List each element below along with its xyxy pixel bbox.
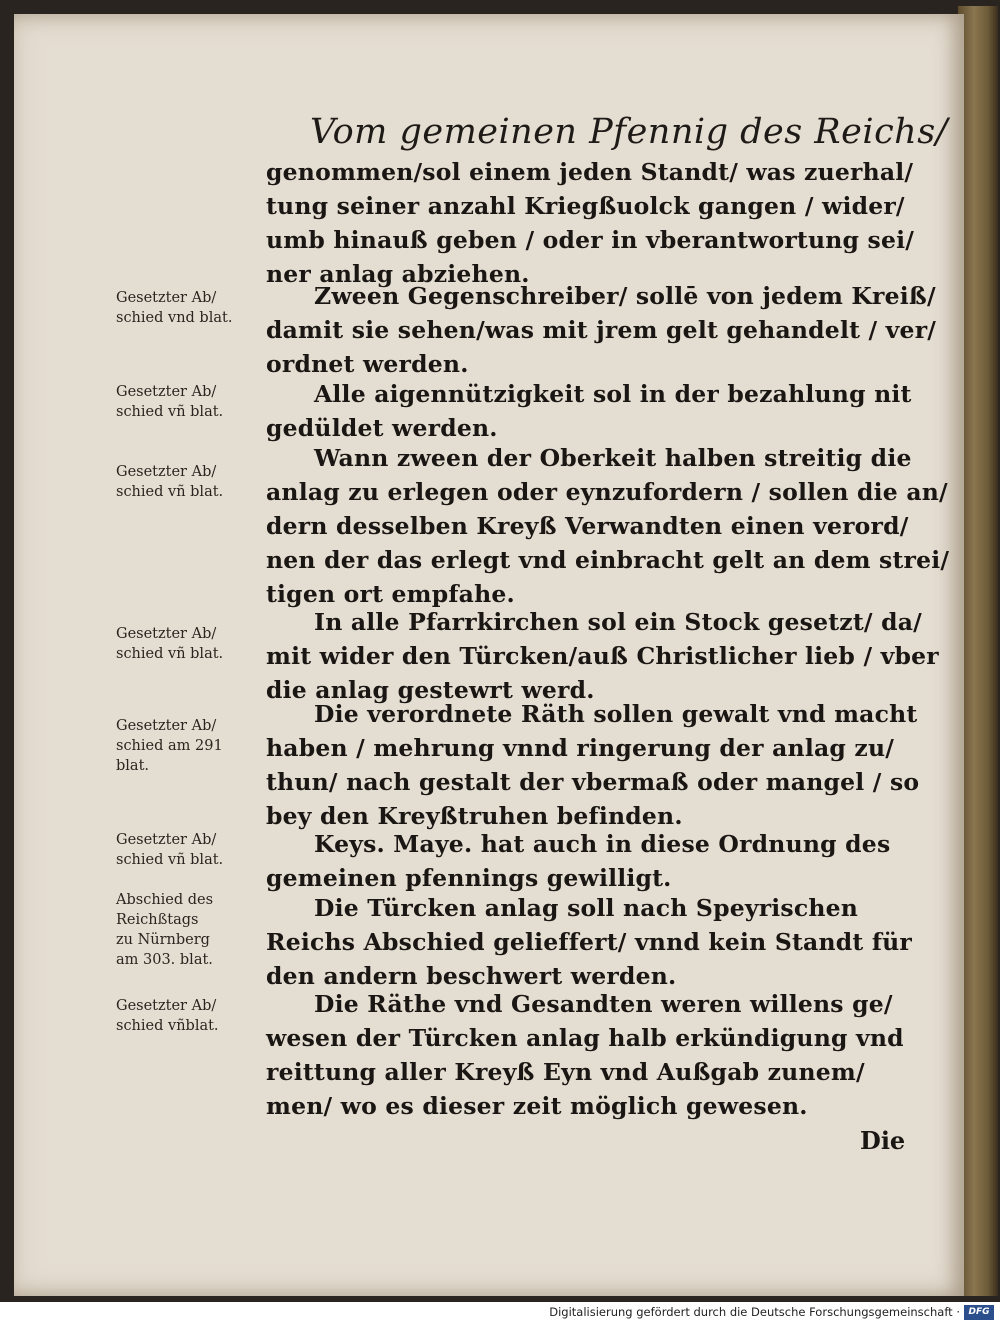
text-line: reittung aller Kreyß Eyn vnd Außgab zunem/ xyxy=(266,1058,865,1086)
funding-notice: Digitalisierung gefördert durch die Deutsche Forschungsgemeinschaft · xyxy=(549,1305,960,1319)
margin-note xyxy=(116,624,256,664)
margin-note-line: am 303. blat. xyxy=(116,952,213,968)
margin-note-line: Reichßtags xyxy=(116,912,199,928)
margin-note-line: schied am 291 xyxy=(116,738,223,754)
margin-note xyxy=(116,996,256,1036)
margin-note-line: zu Nürnberg xyxy=(116,932,210,948)
margin-note-line: schied vñ blat. xyxy=(116,484,224,500)
text-line: Zween Gegenschreiber/ sollē von jedem Kreiß/ xyxy=(314,282,936,310)
text-line: Alle aigennützigkeit sol in der bezahlung nit xyxy=(314,380,912,408)
text-line: In alle Pfarrkirchen sol ein Stock gesetzt/ da/ xyxy=(314,608,922,636)
margin-note-line: Gesetzter Ab/ xyxy=(116,626,217,642)
text-line: dern desselben Kreyß Verwandten einen verord/ xyxy=(266,512,909,540)
margin-note-line: schied vñ blat. xyxy=(116,404,224,420)
margin-note xyxy=(116,462,256,502)
text-line: umb hinauß geben / oder in vberantwortung sei/ xyxy=(266,226,915,254)
text-line: wesen der Türcken anlag halb erkündigung vnd xyxy=(266,1024,904,1052)
margin-note-line: Gesetzter Ab/ xyxy=(116,384,217,400)
text-line: ner anlag abziehen. xyxy=(266,260,530,288)
text-line: Wann zween der Oberkeit halben streitig die xyxy=(314,444,912,472)
text-line: genommen/sol einem jeden Standt/ was zuerhal/ xyxy=(266,158,914,186)
margin-note-line: Abschied des xyxy=(116,892,214,908)
margin-note-line: blat. xyxy=(116,758,150,774)
text-line: bey den Kreyßtruhen befinden. xyxy=(266,802,683,830)
margin-note-line: Gesetzter Ab/ xyxy=(116,464,217,480)
text-line: ordnet werden. xyxy=(266,350,469,378)
text-line: mit wider den Türcken/auß Christlicher lieb / vber xyxy=(266,642,939,670)
text-line: thun/ nach gestalt der vbermaß oder mangel / so xyxy=(266,768,920,796)
catchword: Die xyxy=(860,1126,906,1155)
text-line: damit sie sehen/was mit jrem gelt gehandelt / ver/ xyxy=(266,316,937,344)
text-line: den andern beschwert werden. xyxy=(266,962,677,990)
margin-note xyxy=(116,830,256,870)
margin-note-line: schied vnd blat. xyxy=(116,310,233,326)
text-line: Die Räthe vnd Gesandten weren willens ge/ xyxy=(314,990,893,1018)
text-line: Die Türcken anlag soll nach Speyrischen xyxy=(314,894,859,922)
book-page xyxy=(14,14,964,1296)
text-line: anlag zu erlegen oder eynzufordern / sollen die an/ xyxy=(266,478,948,506)
text-line: die anlag gestewrt werd. xyxy=(266,676,595,704)
text-line: gedüldet werden. xyxy=(266,414,498,442)
text-line: Reichs Abschied gelieffert/ vnnd kein Standt für xyxy=(266,928,913,956)
book-cover-edge xyxy=(958,6,998,1296)
footer-bar xyxy=(0,1302,1000,1324)
text-line: tigen ort empfahe. xyxy=(266,580,515,608)
dfg-logo: DFG xyxy=(964,1305,994,1320)
margin-note-line: Gesetzter Ab/ xyxy=(116,832,217,848)
text-line: haben / mehrung vnnd ringerung der anlag zu/ xyxy=(266,734,895,762)
margin-note-line: schied vñblat. xyxy=(116,1018,219,1034)
running-head: Vom gemeinen Pfennig des Reichs/ xyxy=(310,112,948,152)
margin-note xyxy=(116,382,256,422)
text-line: gemeinen pfennings gewilligt. xyxy=(266,864,672,892)
margin-note xyxy=(116,716,256,776)
text-line: Keys. Maye. hat auch in diese Ordnung des xyxy=(314,830,891,858)
margin-note-line: Gesetzter Ab/ xyxy=(116,998,217,1014)
text-line: tung seiner anzahl Kriegßuolck gangen / wider/ xyxy=(266,192,905,220)
margin-note xyxy=(116,890,256,970)
margin-note-line: schied vñ blat. xyxy=(116,852,224,868)
text-line: men/ wo es dieser zeit möglich gewesen. xyxy=(266,1092,808,1120)
text-line: Die verordnete Räth sollen gewalt vnd macht xyxy=(314,700,918,728)
text-line: nen der das erlegt vnd einbracht gelt an dem strei/ xyxy=(266,546,950,574)
margin-note-line: Gesetzter Ab/ xyxy=(116,718,217,734)
margin-note-line: Gesetzter Ab/ xyxy=(116,290,217,306)
margin-note-line: schied vñ blat. xyxy=(116,646,224,662)
margin-note xyxy=(116,288,256,328)
